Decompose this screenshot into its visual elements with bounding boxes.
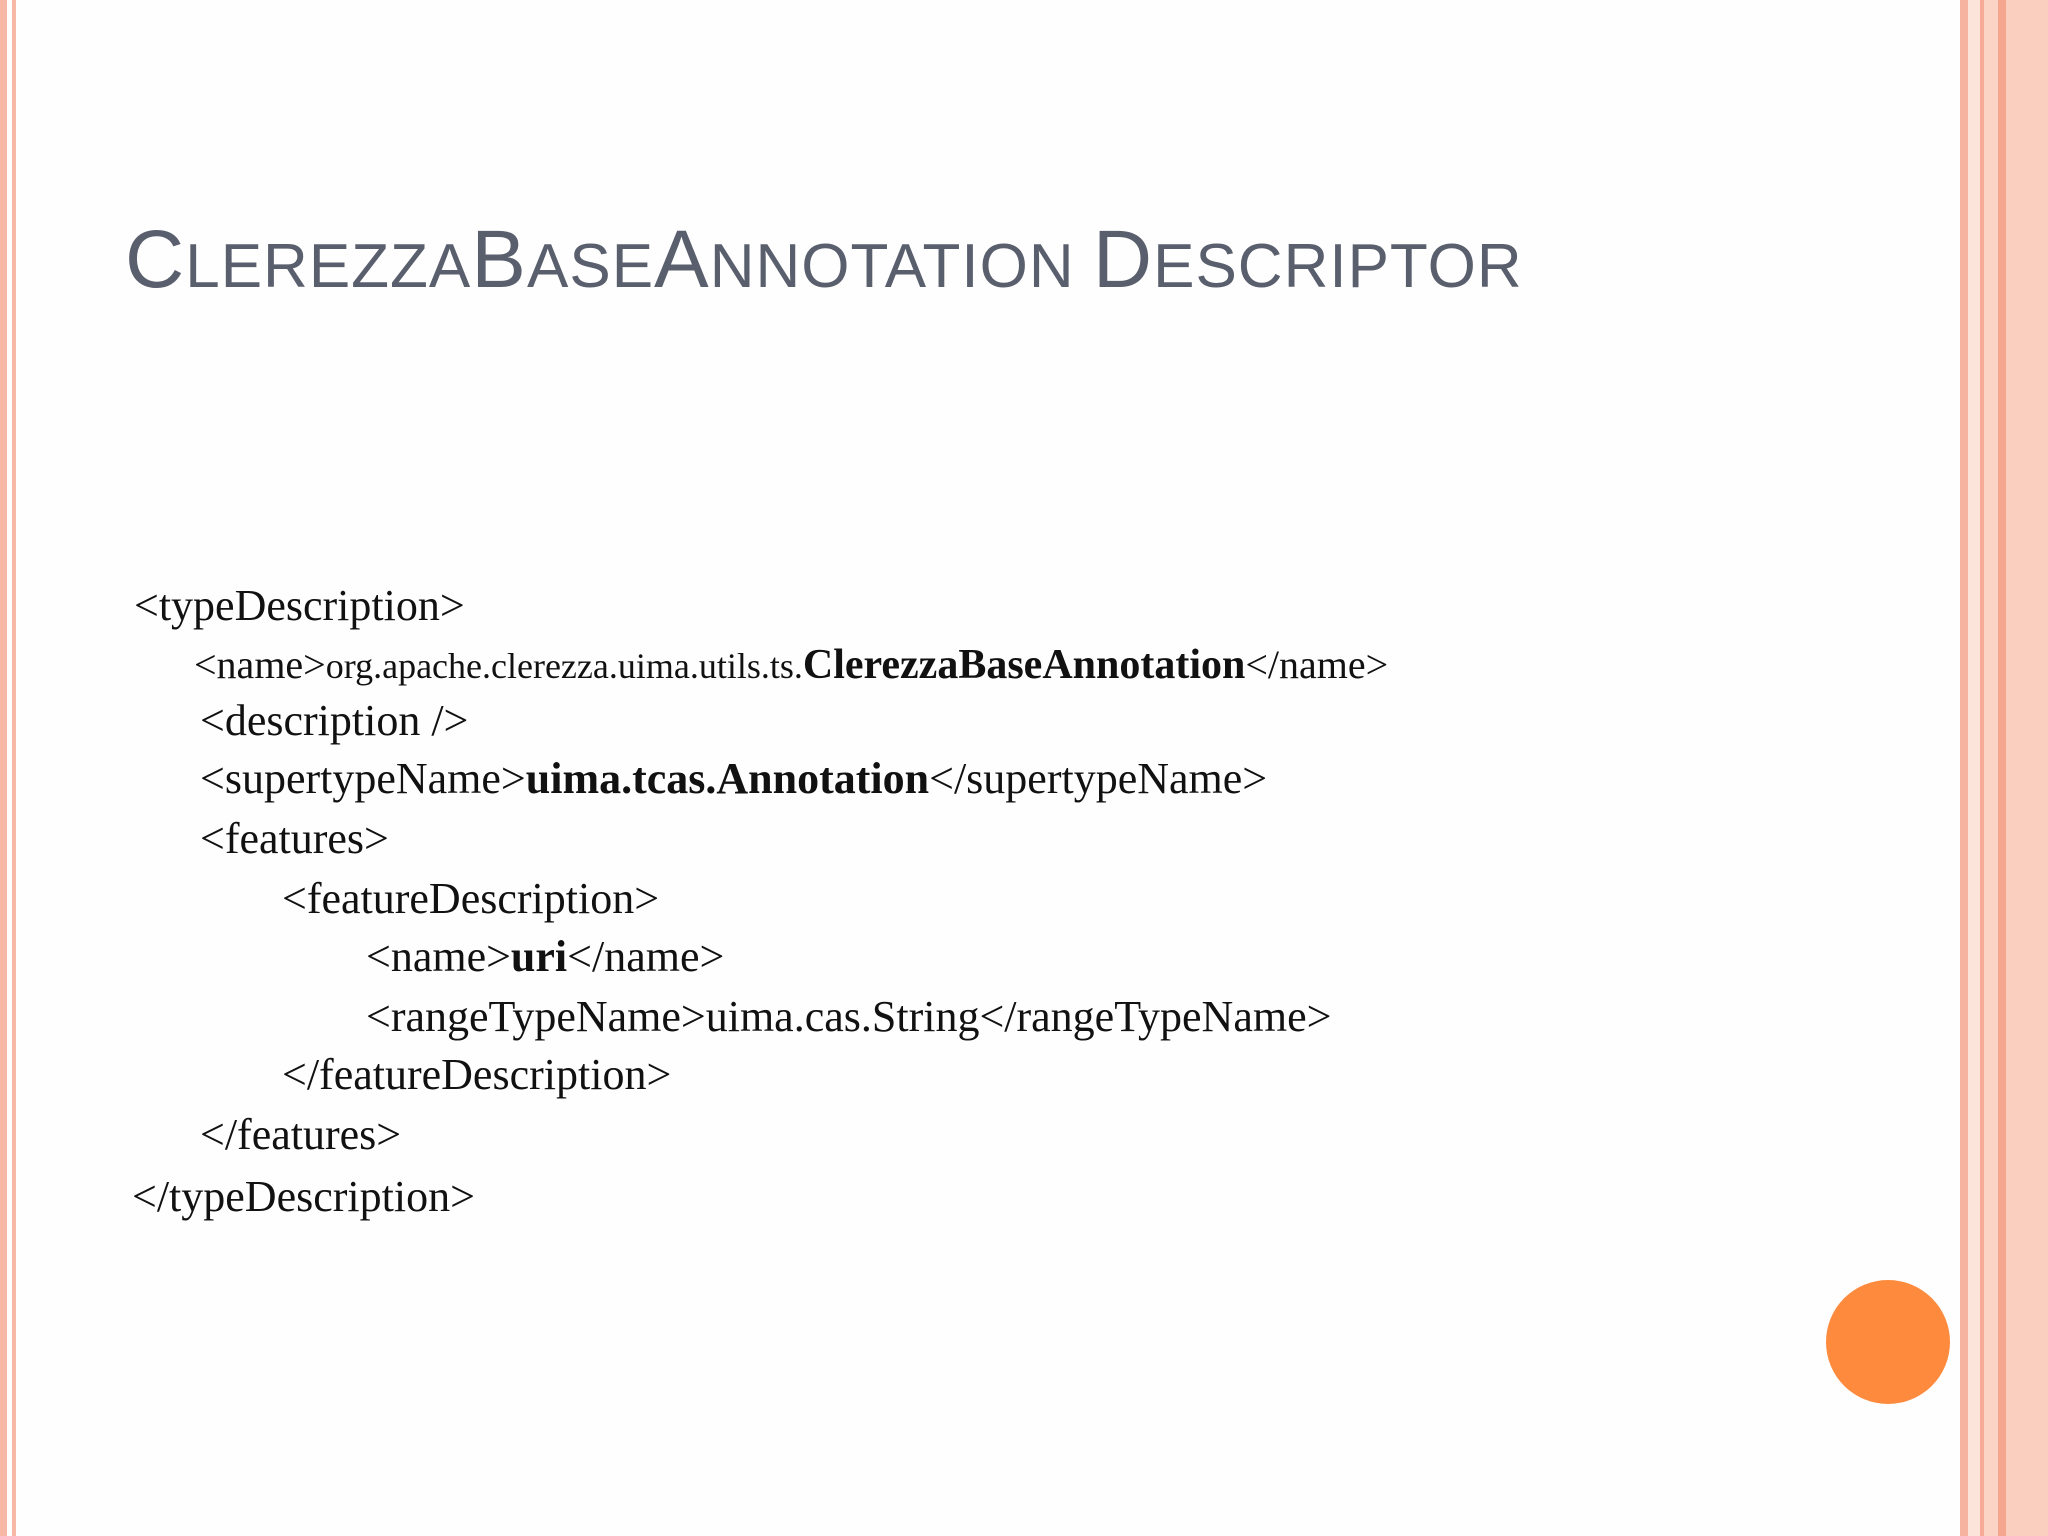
code-line <box>200 751 1267 807</box>
left-border-inner <box>12 0 16 1536</box>
code-text: <name> <box>194 642 326 687</box>
code-line <box>366 989 1331 1045</box>
code-text: </features> <box>200 1110 402 1159</box>
code-text: <supertypeName> <box>200 754 526 803</box>
code-text: <name> <box>366 932 511 981</box>
code-line <box>194 636 1388 694</box>
title-cap: C <box>125 214 186 305</box>
title-rest: ESCRIPTOR <box>1153 232 1523 301</box>
title-rest: LEREZZA <box>185 232 472 301</box>
title-rest: NNOTATION <box>709 232 1093 301</box>
title-cap: D <box>1092 214 1154 305</box>
left-border <box>0 0 7 1536</box>
slide-title <box>125 205 1523 322</box>
code-bold-text: uri <box>510 932 568 981</box>
code-line <box>282 871 659 927</box>
title-cap: B <box>471 214 527 305</box>
code-bold-text: ClerezzaBaseAnnotation <box>802 642 1246 688</box>
title-rest: ASE <box>526 232 655 301</box>
code-text: </typeDescription> <box>132 1172 475 1221</box>
code-text: </featureDescription> <box>282 1050 672 1099</box>
code-line <box>132 1169 475 1225</box>
code-line <box>200 693 468 749</box>
right-border-band <box>1998 0 2006 1536</box>
code-text: </name> <box>567 932 725 981</box>
accent-circle <box>1826 1280 1950 1404</box>
right-border-band <box>2006 0 2048 1536</box>
code-text: <rangeTypeName>uima.cas.String</rangeTypeName> <box>366 992 1332 1041</box>
right-border-band <box>1984 0 1998 1536</box>
code-text: org.apache.clerezza.uima.utils.ts. <box>325 646 803 686</box>
code-text: <description /> <box>200 696 469 745</box>
code-line <box>282 1047 671 1103</box>
code-bold-text: uima.tcas.Annotation <box>525 754 930 803</box>
code-line <box>200 811 389 867</box>
title-cap: A <box>654 214 710 305</box>
code-text: <typeDescription> <box>134 581 465 630</box>
right-border-band <box>1960 0 1968 1536</box>
code-line <box>366 929 724 985</box>
code-text: <features> <box>200 814 389 863</box>
code-text: </supertypeName> <box>929 754 1268 803</box>
code-text: <featureDescription> <box>282 874 660 923</box>
code-line <box>200 1107 401 1163</box>
right-border-band <box>1968 0 1980 1536</box>
code-line <box>134 578 465 634</box>
code-text: </name> <box>1245 642 1389 687</box>
